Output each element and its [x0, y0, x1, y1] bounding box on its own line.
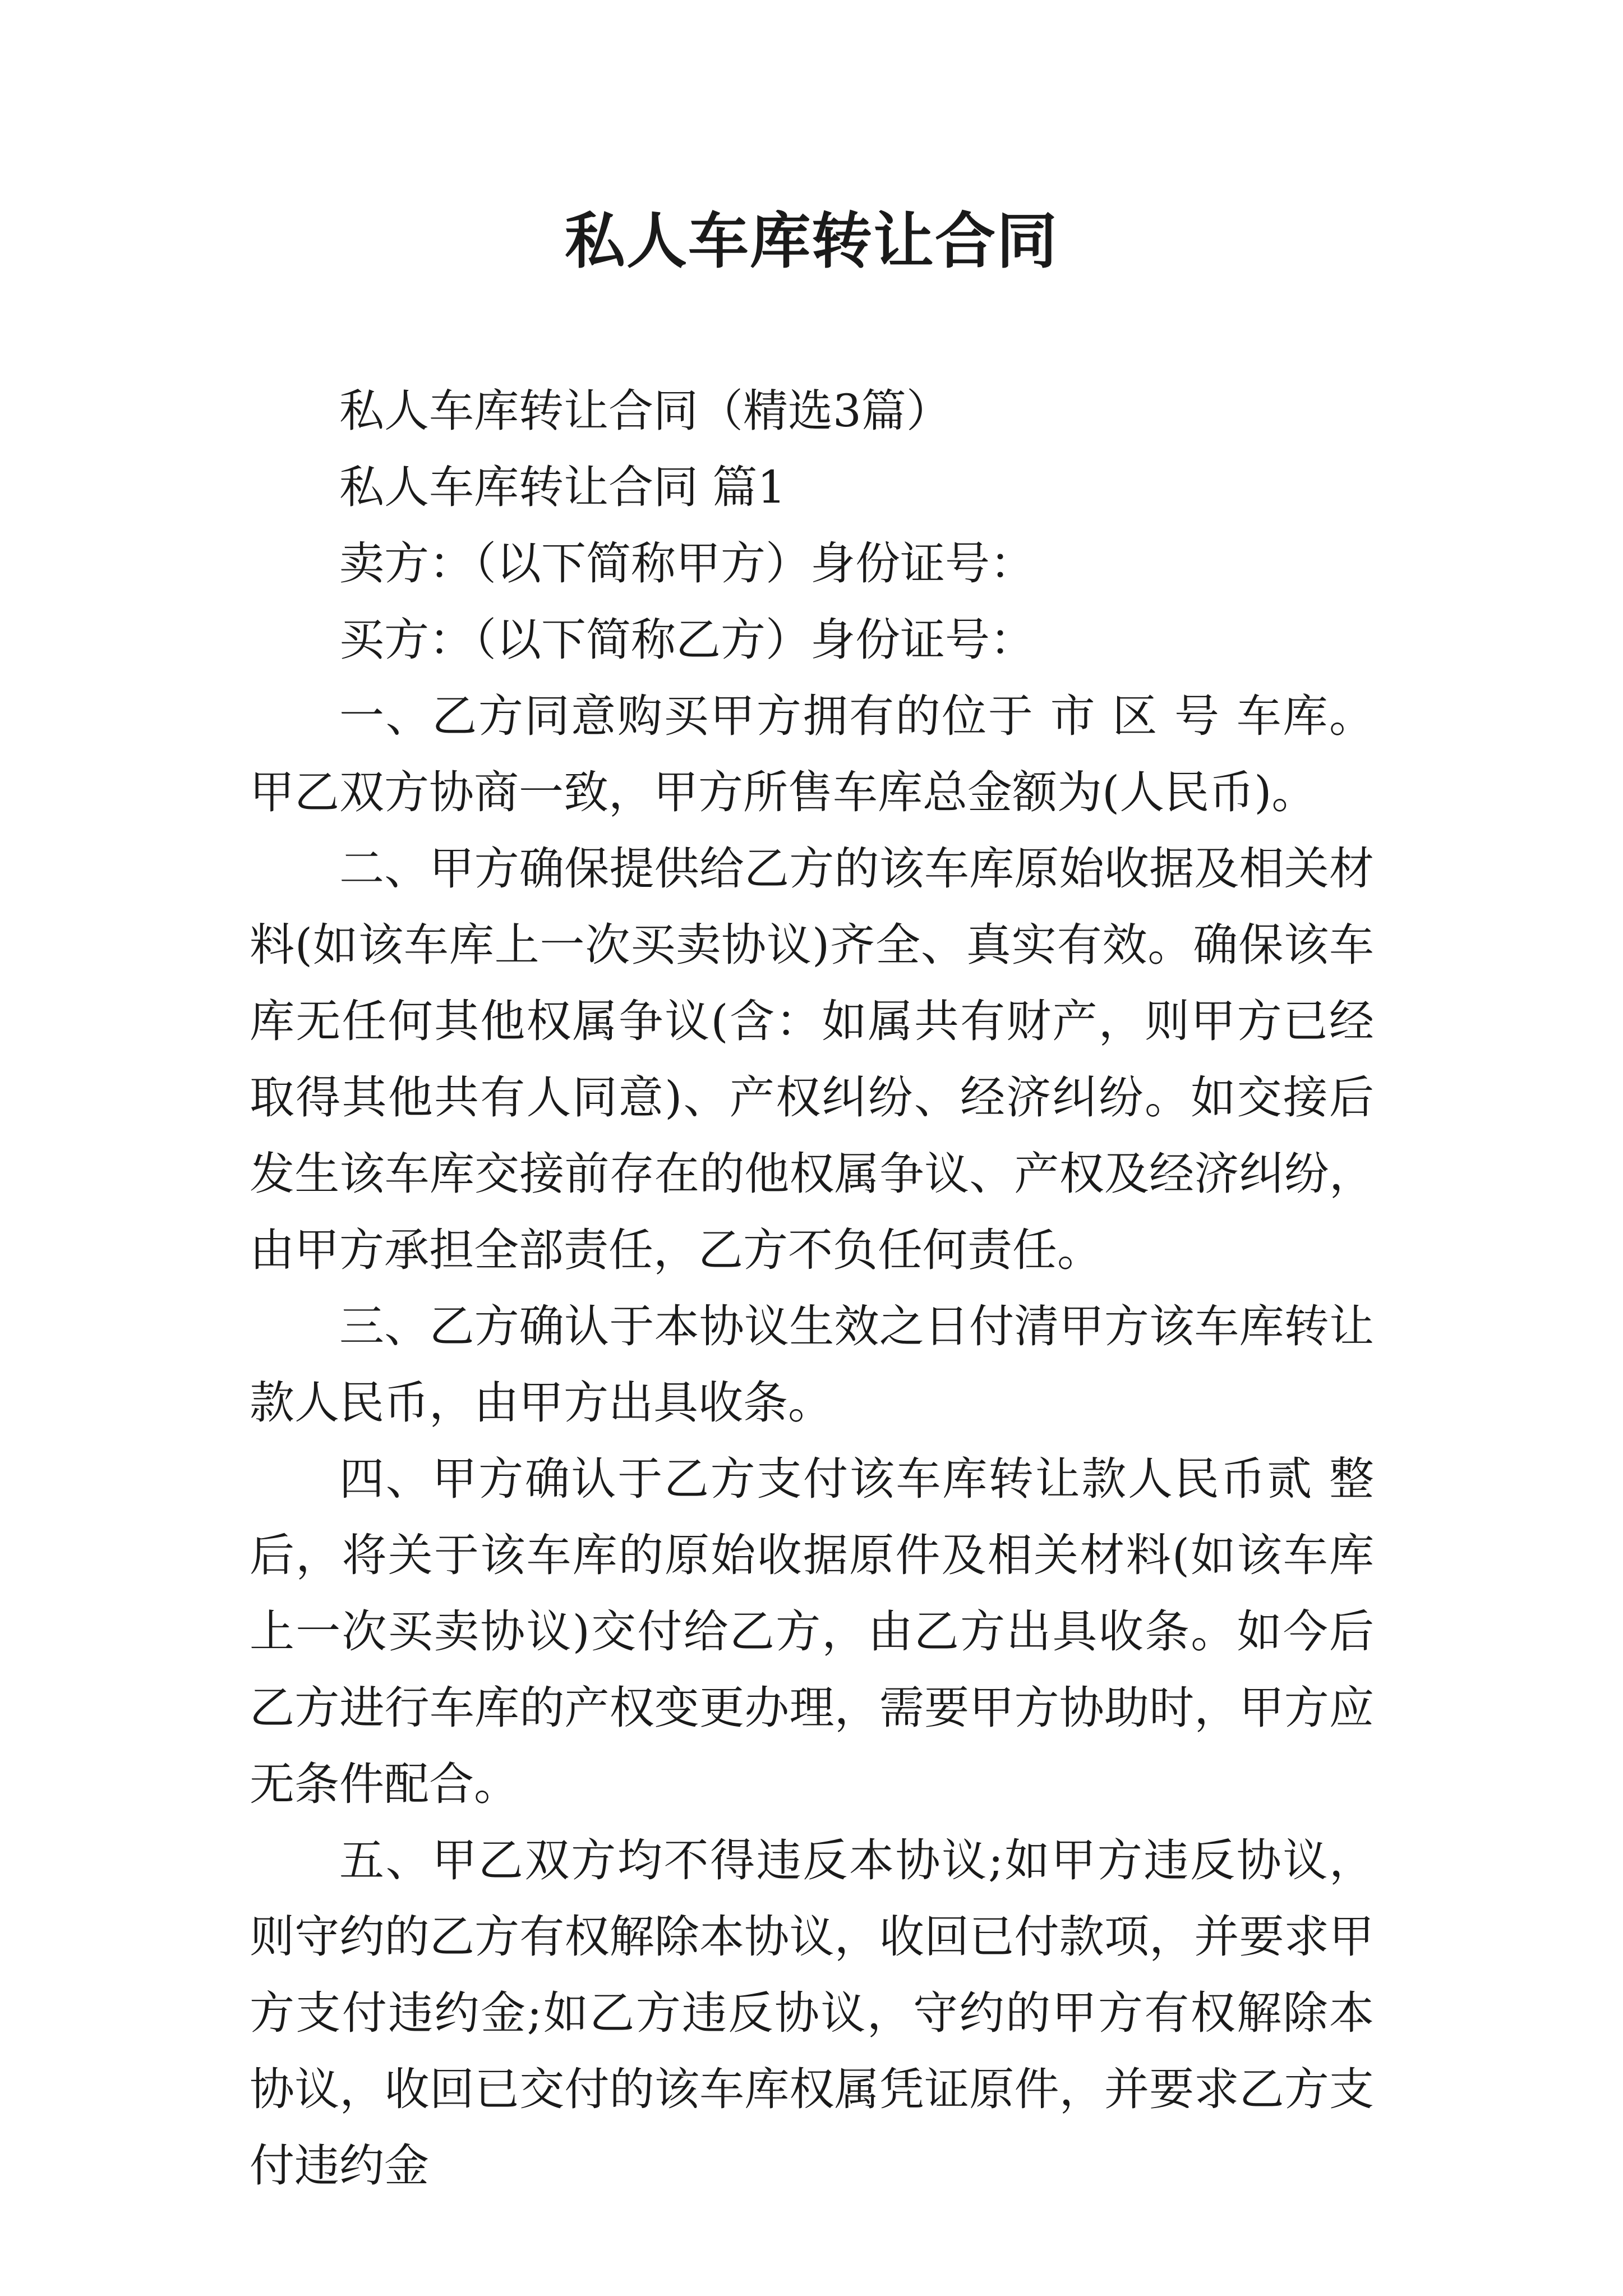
clause-3: 三、乙方确认于本协议生效之日付清甲方该车库转让款人民币，由甲方出具收条。	[250, 1300, 1374, 1429]
clause-5: 五、甲乙双方均不得违反本协议;如甲方违反协议，则守约的乙方有权解除本协议，收回已付款项，并要求甲方支付违约金;如乙方违反协议，守约的甲方有权解除本协议，收回已交付的该车库权属凭证原件，并要求乙方支付违约金	[250, 1834, 1374, 2192]
clause-2: 二、甲方确保提供给乙方的该车库原始收据及相关材料(如该车库上一次买卖协议)齐全、真实有效。确保该车库无任何其他权属争议(含：如属共有财产，则甲方已经取得其他共有人同意)、产权纠纷、经济纠纷。如交接后发生该车库交接前存在的他权属争议、产权及经济纠纷，由甲方承担全部责任，乙方不负任何责任。	[250, 843, 1374, 1276]
subtitle-paragraph: 私人车库转让合同（精选3篇）	[339, 385, 951, 437]
seller-line: 卖方：（以下简称甲方）身份证号：	[339, 537, 1035, 590]
document-body	[250, 373, 1374, 2204]
clause-4: 四、甲方确认于乙方支付该车库转让款人民币贰 整后，将关于该车库的原始收据原件及相关材料(如该车库上一次买卖协议)交付给乙方，由乙方出具收条。如今后乙方进行车库的产权变更办理，需要甲方协助时，甲方应无条件配合。	[250, 1453, 1374, 1810]
section-heading: 私人车库转让合同 篇1	[339, 461, 786, 513]
document-title: 私人车库转让合同	[564, 206, 1058, 277]
clause-1: 一、乙方同意购买甲方拥有的位于 市 区 号 车库。甲乙双方协商一致，甲方所售车库总金额为(人民币)。	[250, 690, 1374, 818]
buyer-line: 买方：（以下简称乙方）身份证号：	[339, 614, 1035, 666]
